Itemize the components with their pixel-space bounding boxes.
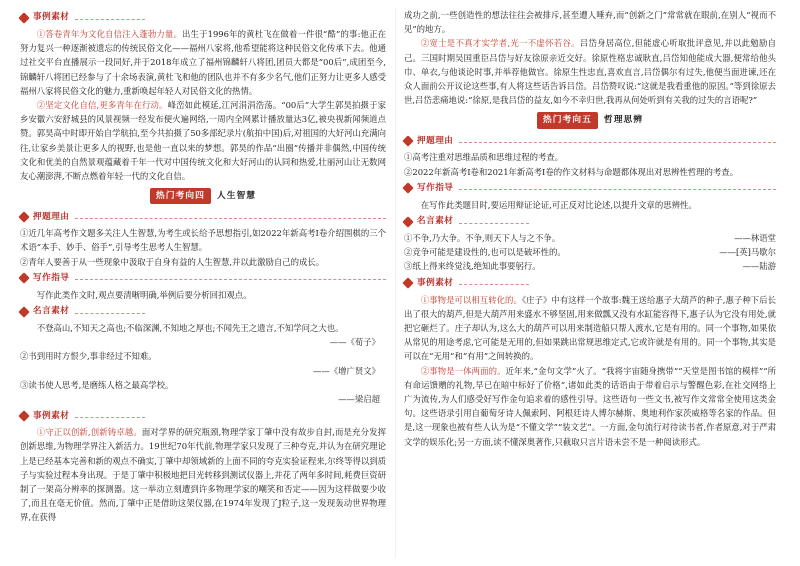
quote-1: 不登高山,不知天之高也;不临深渊,不知地之厚也;不闻先王之遗言,不知学问之大也。 bbox=[36, 323, 344, 334]
case-text: 《庄子》中有这样一个故事:魏王送给惠子大葫芦的种子,惠子种下后长出了很大的葫芦,但是大葫芦用来盛水不够坚固,用来做瓢又没有水缸能容得下,惠子认为它没有用处,就把它砸烂了。庄子却认为,这么大的葫芦可以用来制造船只帮人渡水,它是有用的。同一个事物,如果依从常见的用途考虑,它可能是无用的,但如果跳出常规思维定式,它或许就是有用的。同一个事物,其实是可以在“无用”和“有用”之间转换的。 bbox=[404, 294, 776, 362]
case-heading: ①答卷青年为文化自信注入蓬勃力量。 bbox=[36, 29, 182, 39]
guide-text: 在写作此类题目时,要运用辩证论证,可正反对比论述,以提升文章的思辨性。 bbox=[420, 199, 697, 210]
case-text: 峰峦如此模延,江河涓涓浩荡。“00后”大学生郭昊拍摄于家乡安徽六安舒城县的风景视频一经发布便火遍网络,一周内全网累计播放量达3亿,被央视新闻频道点赞。郭昊高中时即开始自学航拍,至今共拍摄了50多部纪录片(航拍中国)后,对祖国的大好河山充满向往,让家乡美景让更多人的视野,也是他一直以来的梦想。郭昊的作品“出圈”传播并非偶然,中国传统文化和优美的自然景观蕴藏着千年一代对中国传统文化和大好河山的认同和热爱,壮丽河山让无数网友心潮澎湃,不断点燃着年轻一代的文化自信。 bbox=[20, 100, 386, 182]
diamond-icon bbox=[20, 307, 30, 317]
quote-source: ——《荀子》 bbox=[329, 337, 380, 348]
tag-reason bbox=[404, 133, 776, 148]
section-badge: 热门考向五 bbox=[537, 112, 598, 128]
tag-label: 事例素材 bbox=[33, 12, 70, 23]
tag-quotes bbox=[20, 304, 386, 319]
reason-item: ①高考注重对思维品质和思维过程的考查。 bbox=[404, 152, 564, 163]
diamond-icon bbox=[20, 411, 30, 421]
tag-case-material bbox=[404, 276, 776, 291]
tag-label: 事例素材 bbox=[417, 278, 454, 289]
case-text: 近年来,“金句文学”火了。“我将宇宙随身携带”“天堂是图书馆的模样”“所有命运馈赠的礼物,早已在暗中标好了价格”,诸如此类的话语由于带着启示与警醒色彩,在社交网络上广为流传,为人们感受好写作金句追求着的感性引导。这些语句一些文书,被写作文常常全使用这类金句。这些语录引用自葡萄牙诗人佩索阿、阿根廷诗人博尔赫斯、奥地利作家茨威格等名家的作品。但是,这一现象也被有些人认为是“不懂文学”“装文艺”。一方面,金句流行对待读书者,作者原意,对于严肃文学的娱乐化;另一方面,读不懂深奥著作,只截取只言片语未尝不是一种阅读形式。 bbox=[404, 365, 776, 447]
case-heading: ②宽士是不真才实学者,光一不虚怀若谷。 bbox=[420, 38, 580, 49]
dashed-rule bbox=[459, 284, 529, 285]
diamond-icon bbox=[404, 136, 414, 146]
tag-label: 事例素材 bbox=[33, 410, 70, 421]
dashed-rule bbox=[75, 279, 386, 280]
diamond-icon bbox=[404, 278, 414, 288]
paragraph-case-1 bbox=[20, 27, 386, 98]
reason-item: ②青年人要善于从一些现象中汲取于自身有益的人生智慧,并以此激励自己的成长。 bbox=[20, 256, 325, 267]
diamond-icon bbox=[20, 273, 30, 283]
section-subtitle: 哲理思辨 bbox=[603, 115, 644, 126]
quote-source: ——《增广贤文》 bbox=[313, 365, 380, 376]
tag-label: 名言素材 bbox=[33, 306, 70, 317]
paragraph-case-golden bbox=[404, 364, 776, 449]
diamond-icon bbox=[20, 13, 30, 23]
guide-text: 写作此类作文时,观点要清晰明确,举例后要分析回扣观点。 bbox=[36, 289, 252, 300]
quote-row bbox=[404, 245, 776, 259]
dashed-rule bbox=[75, 417, 145, 418]
tag-label: 写作指导 bbox=[417, 183, 454, 194]
reason-item: ②2022年新高考Ⅰ卷和2021年新高考Ⅰ卷的作文材料与命题都体现出对思辨性哲理的考查。 bbox=[404, 166, 738, 177]
quote-source: ——陆游 bbox=[742, 261, 776, 272]
quote-source: ——梁启超 bbox=[338, 394, 380, 405]
diamond-icon bbox=[404, 217, 414, 227]
case-text: 出生于1996年的黄杜飞在做着一件很“酷”的事:他正在努力复兴一种逐渐被遗忘的传统民俗文化——福州八家将,他希望能将这种民俗文化传承下去。他通过社交平台直播展示一段同好,并于2018年成立了福州锦麟轩八将团,团员大都是“00后”,成团至今,锦麟轩八将团已经参与了十余场表演,黄杜飞和他的团队也并不有多少名气,他们正努力让更多人感受福州八家将民俗文化的魅力,重新唤起年轻人对民俗文化的热情。 bbox=[20, 29, 387, 96]
paragraph-case-lv bbox=[404, 36, 776, 107]
quote-2: ②竞争可能是建设性的,也可以是破坏性的。 bbox=[404, 247, 566, 258]
right-column bbox=[404, 8, 776, 449]
tag-label: 写作指导 bbox=[33, 273, 70, 284]
diamond-icon bbox=[404, 183, 414, 193]
dashed-rule bbox=[459, 223, 529, 224]
case-heading: ②事物是一体两面的。 bbox=[420, 365, 506, 376]
tag-quotes bbox=[404, 214, 776, 229]
quote-3: ③读书使人思考,是磨练人格之最高学校。 bbox=[20, 379, 174, 390]
tag-case-material bbox=[20, 10, 386, 25]
reason-item: ①近几年高考作文题多关注人生智慧,为考生或长给予思想指引,如2022年新高考Ⅰ卷介绍围棋的三个术语“本手、妙手、俗手”,引导考生思考人生智慧。 bbox=[20, 228, 386, 253]
tag-reason bbox=[20, 209, 386, 224]
continued-paragraph: 成功之前,一些创造性的想法往往会被排斥,甚至遭人唾弃,而“创新之门”常常就在眼前,在别人“视而不见”的地方。 bbox=[404, 10, 776, 35]
dashed-rule bbox=[75, 218, 386, 219]
paragraph-case-2 bbox=[20, 98, 386, 183]
tag-label: 名言素材 bbox=[417, 216, 454, 227]
paragraph-case-zhuangzi bbox=[404, 293, 776, 364]
quote-1: ①不争,乃大争。不争,则天下人与之不争。 bbox=[404, 233, 561, 244]
column-divider bbox=[395, 8, 396, 558]
case-text: 吕岱身居高位,但能虚心听取批评意见,并以此勉励自己。三国时期吴国重臣吕岱与好友徐原亲近交好。徐原性格忠诚耿直,吕岱知他能成大器,便常给他头巾、单衣,与他谈论时事,并举荐他做官。徐原生性忠直,喜欢直言,吕岱偶尔有过失,他便当面进谏,还在众人面前公开议论这些事,有人将这些话告诉吕岱。吕岱赞叹说:“这就是我看重他的原因。”等到徐原去世,吕岱悲痛地说:“徐原,是我吕岱的益友,如今不幸归世,我再从何处听到有关我的过失的言语呢?” bbox=[404, 38, 776, 106]
case-text: 面对学界的研究瓶颈,物理学家丁肇中没有故步自封,而是充分发挥创新思维,为物理学界注入新活力。19世纪70年代前,物理学家只发现了三种夸克,并认为在研究理论上是已经基本完善和新的观点不确实,丁肇中却领域新的上面不同的夸克实验证程来,尔终等得以到质子与实验过程本身出现。于是丁肇中积极地把目光转移到测试仪器上,并花了两年多时间,耗费巨资研制了一架高分辨率的探测器。这一举动立刻遭到许多物理学家的嘲笑和否定——因为这样做要少收了,而且在毫无价值。然而,丁肇中正是借助这架仪器,在1974年发现了J粒子,这一发现轰动世界物理界,在获得 bbox=[20, 427, 386, 523]
tag-guide bbox=[20, 271, 386, 286]
quote-row bbox=[404, 259, 776, 273]
tag-guide bbox=[404, 181, 776, 196]
dashed-rule bbox=[459, 142, 776, 143]
quote-2: ②书到用时方恨少,事非经过不知难。 bbox=[20, 351, 157, 362]
quote-source: ——[英]马歇尔 bbox=[719, 247, 776, 258]
quote-source: ——林语堂 bbox=[734, 233, 776, 244]
tag-label: 押题理由 bbox=[417, 135, 454, 146]
paragraph-case-3 bbox=[20, 425, 386, 524]
dashed-rule bbox=[75, 313, 145, 314]
case-heading: ①事物是可以相互转化的。 bbox=[420, 294, 522, 305]
tag-label: 押题理由 bbox=[33, 211, 70, 222]
case-heading: ②坚定文化自信,更多青年在行动。 bbox=[36, 100, 168, 111]
section-subtitle: 人生智慧 bbox=[216, 191, 257, 202]
reason-list bbox=[20, 226, 386, 269]
section-title-5 bbox=[404, 111, 776, 129]
dashed-rule bbox=[75, 19, 145, 20]
quote-3: ③纸上得来终觉浅,绝知此事要躬行。 bbox=[404, 261, 541, 272]
case-heading: ①守正以创新,创新铸卓越。 bbox=[36, 427, 142, 438]
section-badge: 热门考向四 bbox=[150, 188, 211, 204]
reason-list bbox=[404, 150, 776, 178]
dashed-rule bbox=[459, 189, 776, 190]
left-column bbox=[20, 8, 386, 525]
diamond-icon bbox=[20, 212, 30, 222]
section-title-4 bbox=[20, 187, 386, 205]
quote-row bbox=[404, 231, 776, 245]
tag-case-material-2 bbox=[20, 408, 386, 423]
